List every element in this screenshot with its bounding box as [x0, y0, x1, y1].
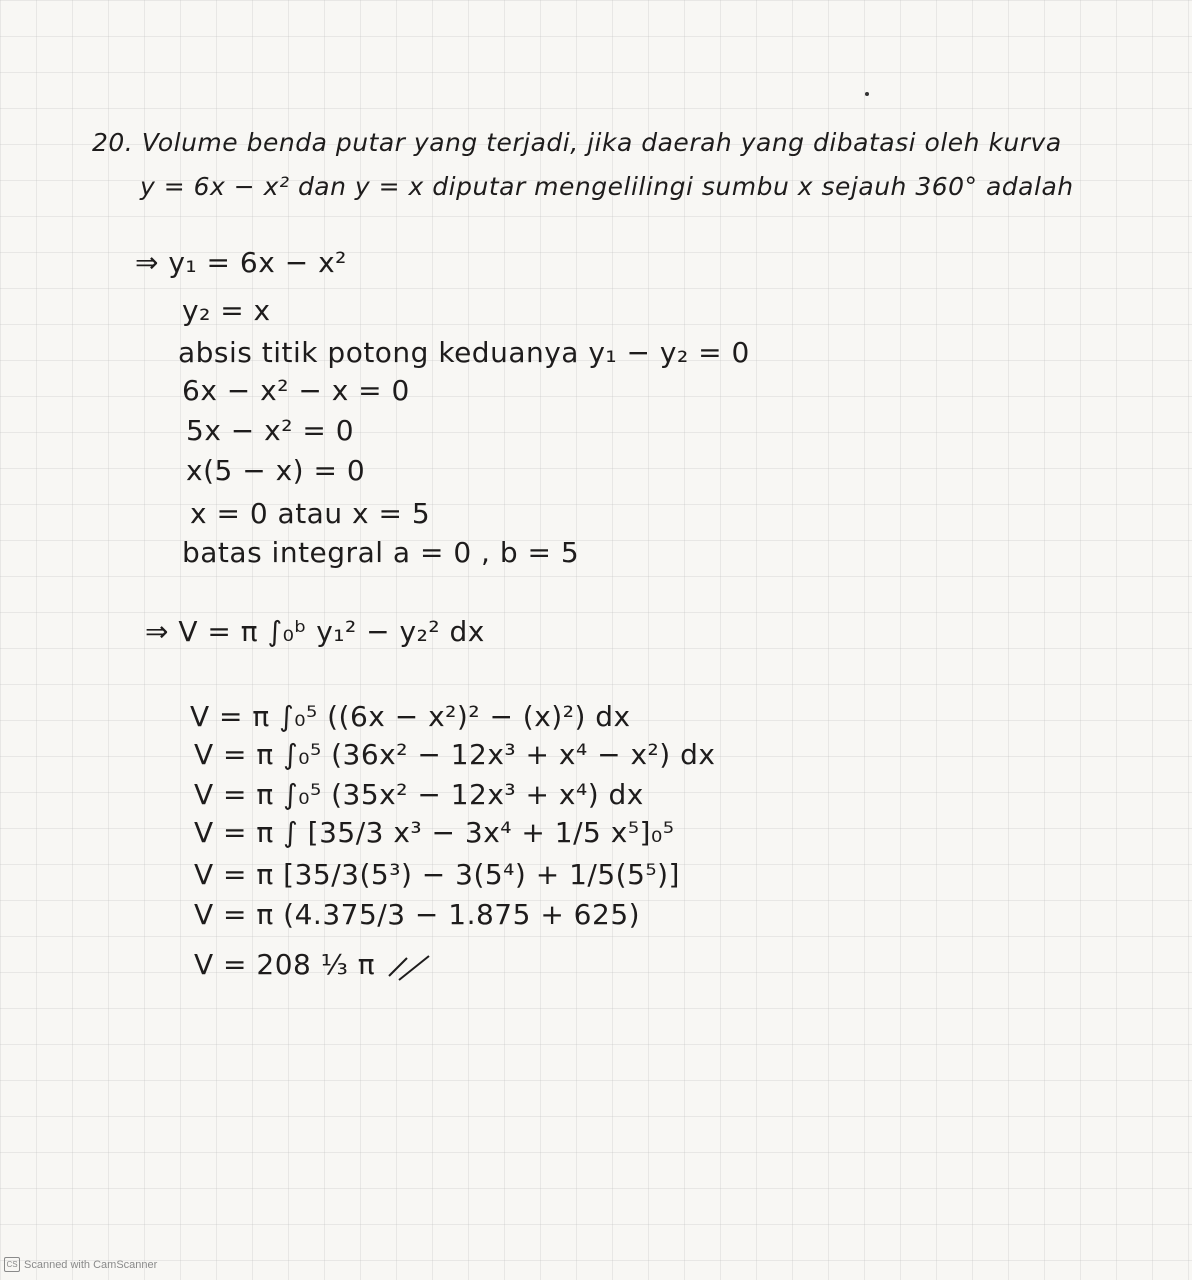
question-line-1: 20. Volume benda putar yang terjadi, jika daerah yang dibatasi oleh kurva	[92, 128, 1062, 157]
work-line-y2: y₂ = x	[182, 294, 271, 327]
work-line-substitution: V = π [35/3(5³) − 3(5⁴) + 1/5(5⁵)]	[194, 858, 680, 891]
work-line-volume-3: V = π ∫₀⁵ (35x² − 12x³ + x⁴) dx	[194, 778, 644, 811]
work-line-volume-1: V = π ∫₀⁵ ((6x − x²)² − (x)²) dx	[190, 700, 631, 733]
ink-dot	[865, 92, 869, 96]
work-line-evaluation: V = π (4.375/3 − 1.875 + 625)	[194, 898, 641, 931]
work-line-roots: x = 0 atau x = 5	[190, 497, 431, 530]
camscanner-watermark	[4, 1257, 157, 1272]
work-line-volume-2: V = π ∫₀⁵ (36x² − 12x³ + x⁴ − x²) dx	[194, 738, 716, 771]
work-line-y1: ⇒ y₁ = 6x − x²	[135, 246, 347, 279]
work-line-limits: batas integral a = 0 , b = 5	[182, 536, 580, 569]
work-line-antiderivative: V = π ∫ [35/3 x³ − 3x⁴ + 1/5 x⁵]₀⁵	[194, 816, 675, 849]
camscanner-logo: CS	[4, 1257, 20, 1272]
work-line-volume-formula: ⇒ V = π ∫₀ᵇ y₁² − y₂² dx	[145, 615, 485, 648]
camscanner-text: Scanned with CamScanner	[24, 1258, 158, 1271]
answer-underline-mark	[385, 952, 433, 982]
work-line-equation-2: 5x − x² = 0	[186, 414, 355, 447]
work-line-final-answer: V = 208 ⅓ π	[194, 948, 376, 981]
work-line-equation-1: 6x − x² − x = 0	[182, 374, 410, 407]
work-line-factored: x(5 − x) = 0	[186, 454, 366, 487]
work-line-intersection: absis titik potong keduanya y₁ − y₂ = 0	[178, 336, 750, 369]
question-line-2: y = 6x − x² dan y = x diputar mengelilingi sumbu x sejauh 360° adalah	[140, 172, 1074, 201]
